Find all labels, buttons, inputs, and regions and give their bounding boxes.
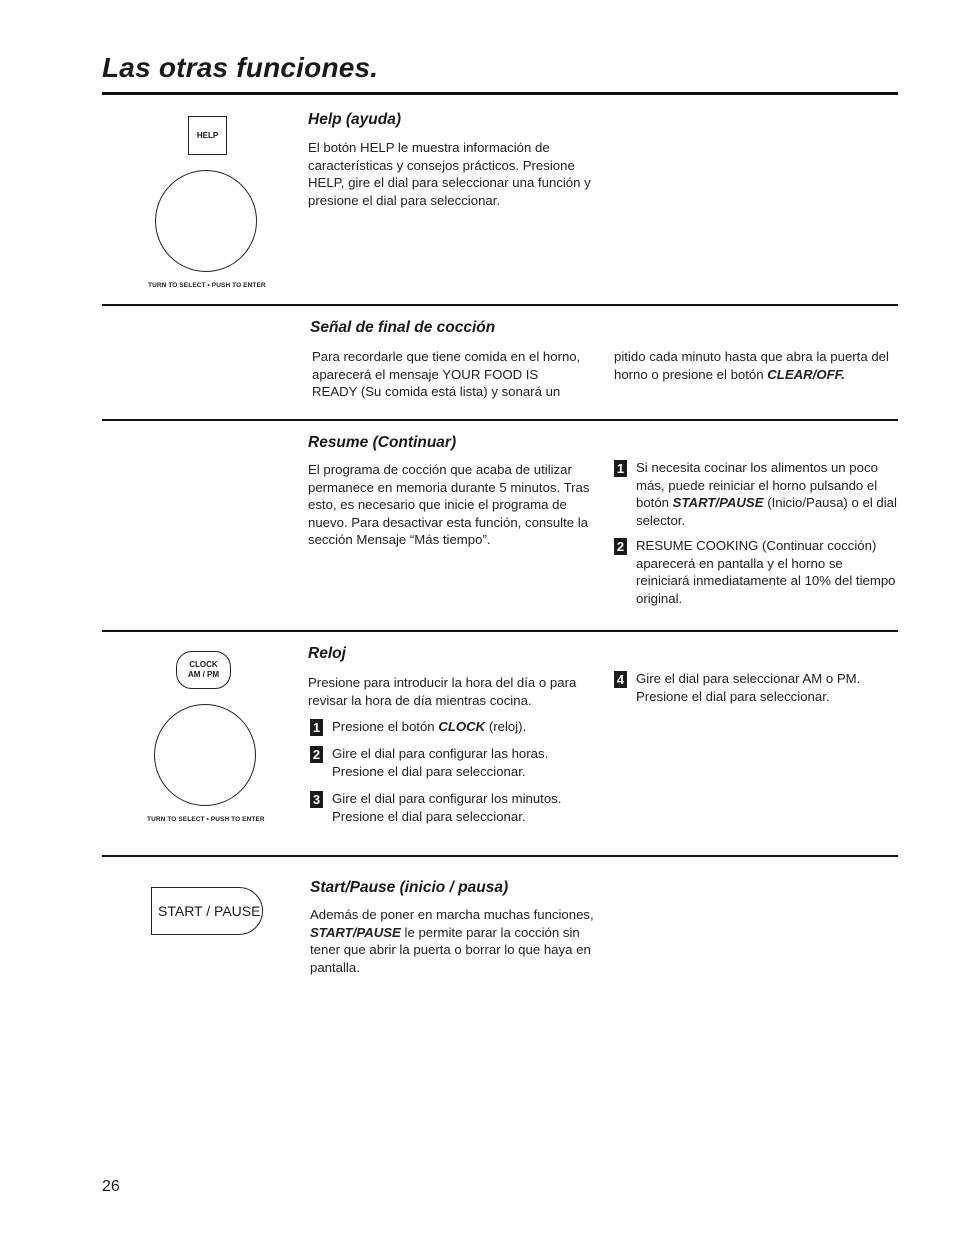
step-number: 3 [310,791,323,808]
end-signal-body-col2: pitido cada minuto hasta que abra la puerta del horno o presione el botón CLEAR/OFF. [614,349,889,382]
end-signal-heading: Señal de final de cocción [310,319,496,336]
clock-key-line1: CLOCK [189,660,218,669]
clock-key-line2: AM / PM [187,670,220,679]
section-divider [102,304,898,306]
clock-step-4-text: Gire el dial para seleccionar AM o PM. Presione el dial para seleccionar. [636,671,861,704]
clock-step-3-text: Gire el dial para configurar los minutos. Presione el dial para seleccionar. [332,791,562,824]
start-pause-heading: Start/Pause (inicio / pausa) [310,879,509,896]
dial-caption: TURN TO SELECT • PUSH TO ENTER [147,816,265,823]
section-divider [102,855,898,857]
help-button-illustration: HELP [188,116,227,155]
resume-heading: Resume (Continuar) [308,434,457,451]
resume-step-2 [614,537,898,607]
clock-step-4 [614,670,898,705]
clock-heading: Reloj [308,645,346,662]
clock-step-2-text: Gire el dial para configurar las horas. Presione el dial para seleccionar. [332,746,549,779]
clock-button-illustration [176,651,231,689]
page-number: 26 [102,1178,120,1195]
selector-dial-illustration [154,704,256,806]
resume-body: El programa de cocción que acaba de utilizar permanece en memoria durante 5 minutos. Tras esto, es necesario que inicie el programa de nuevo. Para desactivar esta función, consulte la sección Mensaje “Más tiempo”. [308,462,590,547]
clock-step-1 [310,718,600,736]
clear-off-label: CLEAR/OFF. [767,366,845,382]
clock-step-2 [310,745,600,780]
step-number: 4 [614,671,627,688]
step-number: 1 [310,719,323,736]
clock-step-3 [310,790,600,825]
dial-caption: TURN TO SELECT • PUSH TO ENTER [148,282,266,289]
clock-step-1-text: Presione el botón CLOCK (reloj). [332,719,527,734]
title-divider [102,92,898,95]
step-number: 2 [310,746,323,763]
resume-step-2-text: RESUME COOKING (Continuar cocción) aparecerá en pantalla y el horno se reiniciará inmediatamente al 10% del tiempo original. [636,538,896,606]
section-divider [102,419,898,421]
page-title: Las otras funciones. [102,52,379,83]
help-body: El botón HELP le muestra información de características y consejos prácticos. Presione HELP, gire el dial para seleccionar una función y presione el dial para seleccionar. [308,140,591,208]
step-number: 1 [614,460,627,477]
selector-dial-illustration [155,170,257,272]
help-heading: Help (ayuda) [308,111,402,128]
resume-step-1-text: Si necesita cocinar los alimentos un poco más, puede reiniciar el horno pulsando el botón START/PAUSE (Inicio/Pausa) o el dial selector. [636,460,897,528]
start-pause-body: Además de poner en marcha muchas funciones, START/PAUSE le permite parar la cocción sin tener que abrir la puerta o borrar lo que haya en pantalla. [310,907,594,975]
section-divider [102,630,898,632]
step-number: 2 [614,538,627,555]
clock-body: Presione para introducir la hora del día o para revisar la hora de día mientras cocina. [308,675,577,708]
start-pause-button-illustration: START / PAUSE [151,887,263,935]
end-signal-body-col1: Para recordarle que tiene comida en el horno, aparecerá el mensaje YOUR FOOD IS READY (Su comida está lista) y sonará un [312,349,581,399]
resume-step-1 [614,459,898,529]
